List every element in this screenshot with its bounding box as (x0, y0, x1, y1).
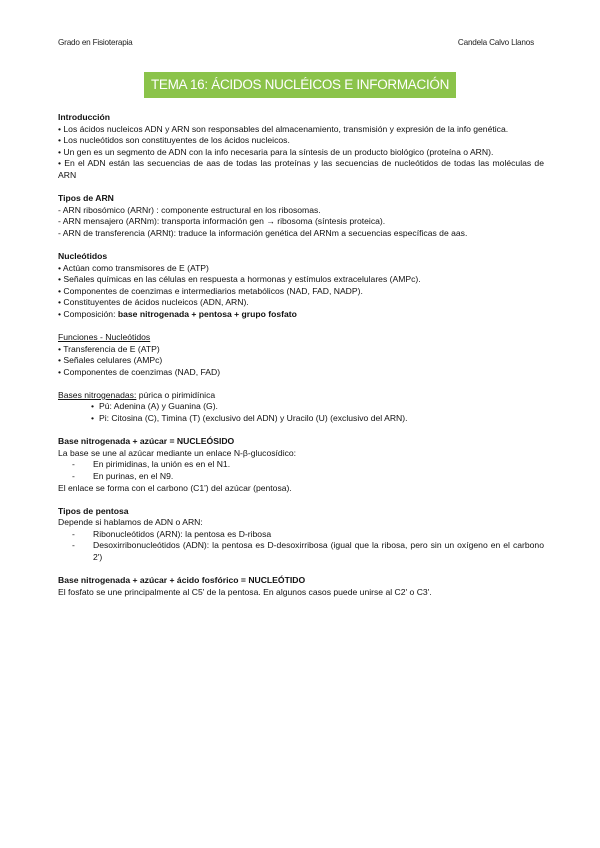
dash-marker: - (72, 470, 75, 481)
list-item: • Actúan como transmisores de E (ATP) (58, 262, 209, 273)
dash-marker: - (72, 459, 75, 470)
list-item (58, 413, 544, 425)
paragraph: La base se une al azúcar mediante un enlace N-β-glucosídico: (58, 447, 297, 458)
paragraph: El enlace se forma con el carbono (C1') del azúcar (pentosa). (58, 482, 292, 493)
dash-marker: - (72, 540, 75, 551)
list-item: • Componentes de coenzimas e intermediarios metabólicos (NAD, FAD, NADP). (58, 285, 363, 296)
bullet-marker: • (91, 401, 95, 412)
list-item: • Componentes de coenzimas (NAD, FAD) (58, 366, 221, 377)
list-item: • Un gen es un segmento de ADN con la info necesaria para la síntesis de un producto biológico (proteína o ARN). (58, 146, 494, 157)
section-title (58, 390, 544, 402)
dash-marker: - (72, 528, 75, 539)
section-title: Base nitrogenada + azúcar + ácido fosfórico = NUCLEÓTIDO (58, 575, 306, 586)
section-tipos-arn (58, 193, 544, 239)
list-item: - ARN ribosómico (ARNr) : componente estructural en los ribosomas. (58, 204, 321, 215)
list-item: • Los nucleótidos son constituyentes de los ácidos nucleicos. (58, 135, 290, 146)
title-banner: TEMA 16: ÁCIDOS NUCLÉICOS E INFORMACIÓN GENÉTICA (144, 72, 456, 98)
paragraph: El fosfato se une principalmente al C5' de la pentosa. En algunos casos puede unirse al C2' o C3'. (58, 586, 432, 597)
list-item: • Señales químicas en las células en respuesta a hormonas y estímulos extracelulares (AMPc). (58, 274, 421, 285)
bullet-marker: • (91, 413, 95, 424)
list-item-text: Pi: Citosina (C), Timina (T) (exclusivo del ADN) y Uracilo (U) (exclusivo del ARN). (99, 413, 408, 424)
list-item (58, 471, 544, 483)
section-title: Tipos de ARN (58, 193, 114, 204)
paragraph: Depende si hablamos de ADN o ARN: (58, 517, 203, 528)
list-item (58, 529, 544, 541)
section-introduccion (58, 112, 544, 182)
section-nucleotido (58, 575, 544, 598)
list-item (58, 540, 544, 563)
section-title: Funciones - Nucleótidos (58, 332, 151, 342)
section-nucleotidos (58, 251, 544, 321)
list-item: - ARN de transferencia (ARNt): traduce la información genética del ARNm a secuencias específicas de aas. (58, 227, 468, 238)
list-item: - ARN mensajero (ARNm): transporta información gen → ribosoma (síntesis proteica). (58, 216, 386, 227)
document-body (58, 112, 544, 610)
bases-title: Bases nitrogenadas: (58, 389, 137, 400)
list-item: • Los ácidos nucleicos ADN y ARN son responsables del almacenamiento, transmisión y expresión de la info genética. (58, 123, 509, 134)
section-title: Base nitrogenada + azúcar = NUCLEÓSIDO (58, 436, 235, 447)
list-item-text: En purinas, en el N9. (93, 470, 174, 481)
section-title: Tipos de pentosa (58, 505, 129, 516)
list-item (58, 459, 544, 471)
header-right: Candela Calvo Llanos (457, 38, 534, 47)
section-funciones (58, 332, 544, 378)
section-title: Nucleótidos (58, 250, 108, 261)
composicion-prefix: • Composición: (58, 308, 118, 319)
header-left: Grado en Fisioterapia (58, 38, 133, 47)
list-item (58, 401, 544, 413)
section-title: Introducción (58, 112, 111, 122)
list-item-text: Ribonucleótidos (ARN): la pentosa es D-ribosa (93, 528, 272, 539)
list-item-text: Pú: Adenina (A) y Guanina (G). (99, 401, 218, 412)
list-item-text: Desoxirribonucleótidos (ADN): la pentosa es D-desoxirribosa (igual que la ribosa, pero sin un oxígeno en el carbono 2') (93, 540, 544, 562)
section-nucleosido (58, 436, 544, 494)
list-item: • Señales celulares (AMPc) (58, 355, 163, 366)
section-bases (58, 390, 544, 425)
list-item: • Transferencia de E (ATP) (58, 343, 160, 354)
list-item: • En el ADN están las secuencias de aas de todas las proteínas y las secuencias de nucleótidos de todas las moléculas de ARN (58, 158, 544, 180)
composicion-bold: base nitrogenada + pentosa + grupo fosfato (117, 308, 297, 319)
section-pentosa (58, 506, 544, 564)
list-item-text: En pirimidinas, la unión es en el N1. (93, 459, 231, 470)
list-item-composicion (58, 309, 544, 321)
list-item: • Constituyentes de ácidos nucleicos (ADN, ARN). (58, 297, 249, 308)
bases-title-rest: púrica o pirimidínica (136, 389, 216, 400)
